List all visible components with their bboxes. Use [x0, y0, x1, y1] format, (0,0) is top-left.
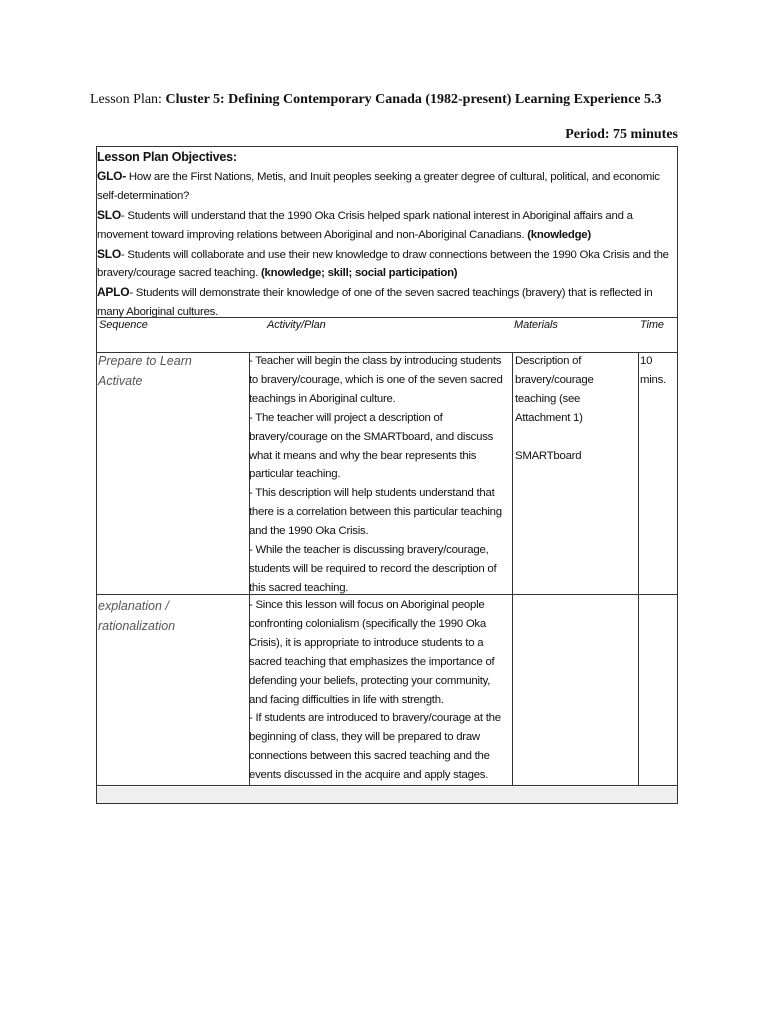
column-divider: [638, 352, 639, 785]
activity-item: - If students are introduced to bravery/courage at the beginning of class, they will be prepared to draw connections between this sacred teaching and the events discussed in the acquire and apply stages.: [249, 712, 501, 782]
column-divider: [512, 352, 513, 785]
lesson-cluster-title: Cluster 5: Defining Contemporary Canada (1982-present) Learning Experience 5.3: [165, 92, 662, 107]
sequence-cell-prepare: [98, 351, 192, 391]
empty-row: [97, 787, 677, 803]
activity-cell-rationale: [249, 596, 511, 785]
period-label: Period: 75 minutes: [565, 127, 678, 142]
materials-item: Description of bravery/courage teaching (see Attachment 1): [515, 355, 594, 424]
glo-objective: [97, 167, 677, 206]
sequence-label: rationalization: [98, 619, 176, 633]
sequence-cell-rationale: [98, 596, 175, 636]
slo-objective-1: [97, 206, 677, 245]
slo2-tag: (knowledge; skill; social participation): [260, 267, 458, 280]
column-header-time: Time: [640, 319, 664, 331]
lesson-plan-table: [96, 146, 678, 804]
slo2-text: - Students will collaborate and use their new knowledge to draw connections between the 1990 Oka Crisis and the bravery/courage sacred teaching.: [97, 248, 669, 280]
lesson-label: Lesson Plan:: [90, 92, 162, 107]
activity-item: - The teacher will project a description of bravery/courage on the SMARTboard, and discuss what it means and why the bear represents this particular teaching.: [249, 411, 494, 481]
slo1-code: SLO: [97, 207, 121, 222]
column-header-sequence: Sequence: [99, 319, 148, 331]
materials-cell-prepare: [515, 352, 635, 465]
activity-item: - Since this lesson will focus on Aboriginal people confronting colonialism (specifically the 1990 Oka Crisis), it is appropriate to introduce students to a sacred teaching that emphasizes the importance of defending your beliefs, protecting your community, and facing difficulties in life with strength.: [249, 599, 495, 706]
sequence-label: Activate: [98, 374, 143, 388]
aplo-code: APLO: [97, 285, 130, 300]
activity-item: - While the teacher is discussing bravery/courage, students will be required to record the description of this sacred teaching.: [249, 544, 497, 594]
divider: [97, 785, 677, 786]
glo-text: How are the First Nations, Metis, and Inuit peoples seeking a greater degree of cultural, political, and economic self-determination?: [97, 170, 660, 202]
divider: [97, 317, 677, 318]
glo-code: GLO-: [97, 168, 126, 183]
aplo-text: - Students will demonstrate their knowledge of one of the seven sacred teachings (bravery) that is reflected in many Aboriginal cultures.: [97, 287, 653, 319]
lesson-title: [90, 92, 690, 108]
activity-item: - Teacher will begin the class by introducing students to bravery/courage, which is one of the seven sacred teachings in Aboriginal culture.: [249, 355, 503, 405]
column-header-activity: Activity/Plan: [267, 319, 326, 331]
activity-item: - This description will help students understand that there is a correlation between this particular teaching and the 1990 Oka Crisis.: [249, 487, 502, 538]
slo2-code: SLO: [97, 246, 121, 261]
objectives-heading: Lesson Plan Objectives:: [97, 150, 237, 164]
sequence-label: Prepare to Learn: [98, 354, 192, 368]
column-header-materials: Materials: [514, 319, 558, 331]
sequence-label: explanation /: [98, 599, 169, 613]
slo-objective-2: [97, 245, 677, 284]
objectives-section: [97, 147, 677, 317]
materials-item: SMARTboard: [515, 449, 582, 462]
slo1-text: - Students will understand that the 1990 Oka Crisis helped spark national interest in Aboriginal affairs and a movement toward improving relations between Aboriginal and non-Aboriginal Canadians.: [97, 209, 633, 241]
time-cell-prepare: 10 mins.: [640, 355, 666, 386]
activity-cell-prepare: [249, 352, 511, 598]
slo1-tag: (knowledge): [527, 228, 591, 241]
